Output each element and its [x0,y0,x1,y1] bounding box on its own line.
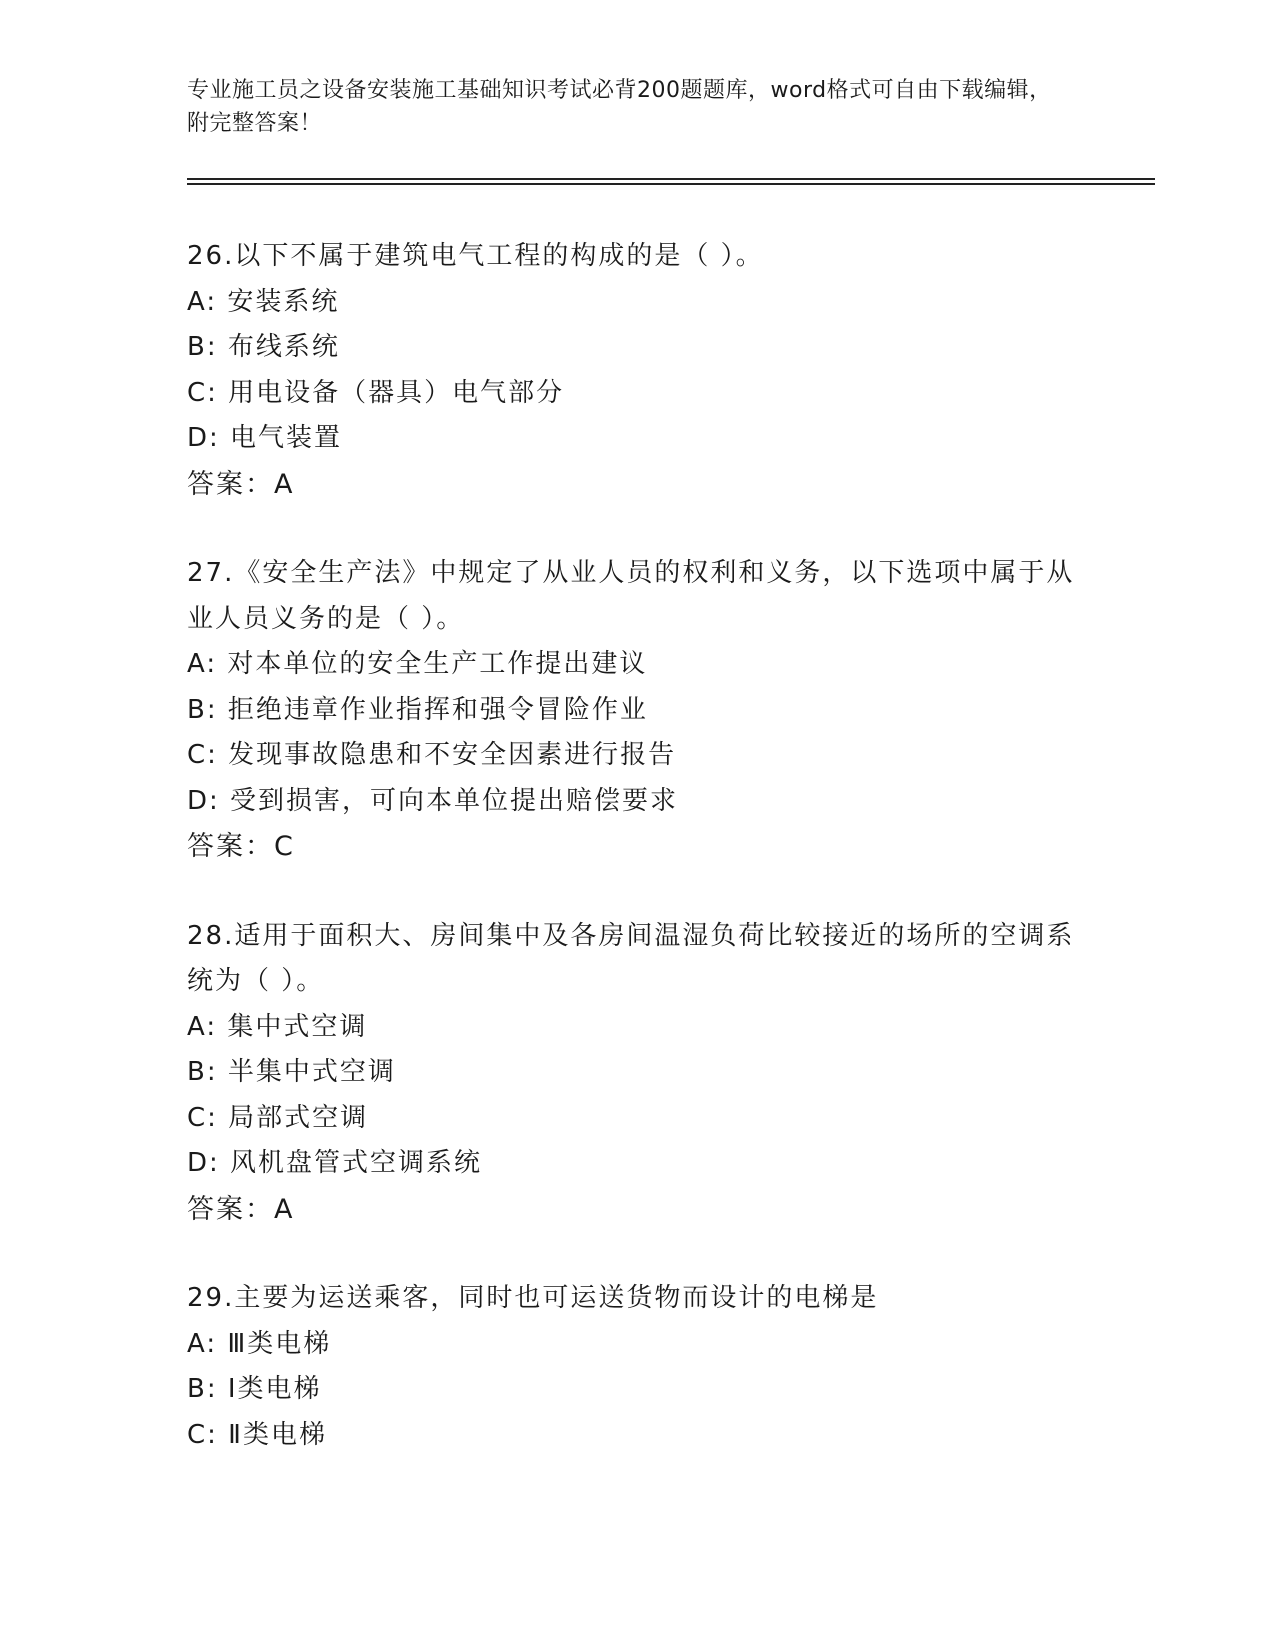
header-divider-top [187,178,1155,180]
option-c: C: Ⅱ类电梯 [187,1419,327,1450]
document-header: 专业施工员之设备安装施工基础知识考试必背200题题库，word格式可自由下载编辑，附完整答案！ [187,78,1052,136]
answer [187,824,1087,870]
question-stem: 28.适用于面积大、房间集中及各房间温湿负荷比较接近的场所的空调系统为（ ）。 [187,920,1075,996]
header-divider-bottom [187,183,1155,185]
option-c: C: 局部式空调 [187,1102,369,1133]
answer-label: 答案： [187,831,274,862]
option-d: D: 受到损害，可向本单位提出赔偿要求 [187,785,679,816]
answer [187,1187,1087,1233]
option-b: B: 布线系统 [187,332,340,362]
answer-label: 答案： [187,468,274,500]
option-d: D: 风机盘管式空调系统 [187,1148,483,1178]
question-stem: 29.主要为运送乘客，同时也可运送货物而设计的电梯是 [187,1283,879,1313]
question-stem: 26.以下不属于建筑电气工程的构成的是（ ）。 [187,241,764,271]
option-d: D: 电气装置 [187,423,343,453]
question-list [187,234,1087,1502]
question-26 [187,234,1087,507]
option-b: B: 半集中式空调 [187,1057,396,1087]
option-a: A: 集中式空调 [187,1011,368,1042]
option-c: C: 用电设备（器具）电气部分 [187,377,565,408]
answer-value: C [274,831,295,862]
option-a: A: 安装系统 [187,286,340,317]
question-stem: 27.《安全生产法》中规定了从业人员的权利和义务，以下选项中属于从业人员义务的是（ ）。 [187,558,1075,634]
answer-value: A [274,468,295,500]
option-c: C: 发现事故隐患和不安全因素进行报告 [187,740,677,770]
option-b: B: Ⅰ类电梯 [187,1374,322,1404]
option-a: A: Ⅲ类电梯 [187,1328,332,1359]
question-29 [187,1276,1087,1458]
question-28 [187,914,1087,1233]
question-27 [187,551,1087,870]
option-a: A: 对本单位的安全生产工作提出建议 [187,649,648,679]
answer-label: 答案： [187,1193,274,1225]
option-b: B: 拒绝违章作业指挥和强令冒险作业 [187,694,648,725]
answer [187,462,1087,508]
answer-value: A [274,1193,295,1225]
